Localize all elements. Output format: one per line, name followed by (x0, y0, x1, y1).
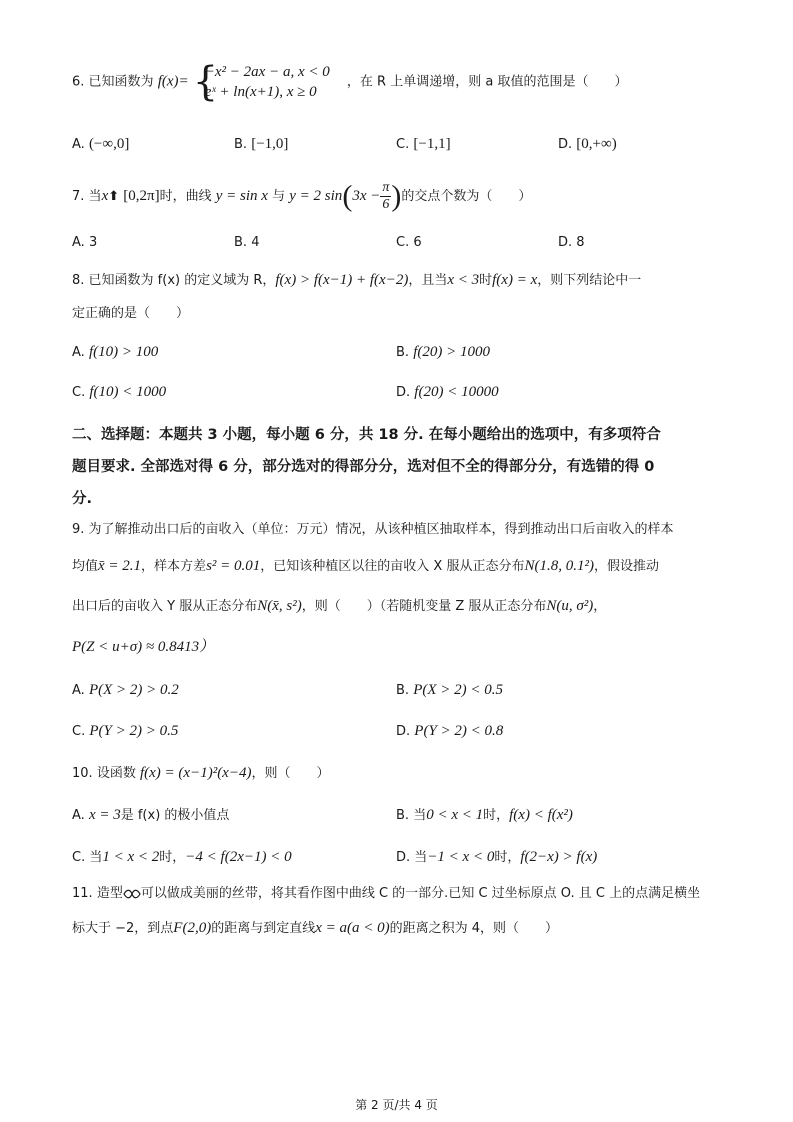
question-text: 已知函数为 (88, 74, 154, 90)
option-label: B. (396, 345, 410, 360)
question-6 (72, 59, 628, 106)
question-number: 7. (72, 189, 85, 204)
option-a (72, 134, 129, 155)
question-text: 的距离与到定直线 (211, 921, 316, 936)
question-text: 时，曲线 (159, 189, 212, 204)
option-label: D. (396, 385, 411, 400)
option-d (396, 721, 503, 742)
option-text: [−1,0] (251, 136, 289, 152)
normal-distribution-z: N(u, σ²) (546, 598, 594, 614)
question-11-line-2 (72, 918, 558, 939)
option-math: f(2−x) > f(x) (520, 849, 598, 865)
option-text: (−∞,0] (88, 136, 130, 152)
option-text: P(Y > 2) > 0.5 (89, 723, 179, 739)
question-text: 已知函数为 f(x) 的定义域为 R， (88, 273, 276, 288)
sample-mean: x̄ = 2.1 (98, 558, 142, 574)
option-math: 1 < x < 2 (102, 849, 160, 865)
case-nonnegative: eˣ + ln(x+1), x ≥ 0 (204, 84, 317, 100)
piecewise-function (192, 59, 343, 105)
question-text: ，在 R 上单调递增，则 a 取值的范围是（ ） (346, 74, 628, 90)
option-text: 当 (89, 850, 103, 865)
question-text: 当 (88, 189, 102, 204)
option-b (234, 134, 288, 155)
fraction-pi-over-6 (380, 180, 391, 213)
option-math: f(x) < f(x²) (509, 807, 573, 823)
question-text: ，假设推动 (593, 559, 659, 574)
option-text: f(20) > 1000 (413, 344, 490, 360)
option-text: f(10) > 100 (88, 344, 159, 360)
option-label: C. (72, 724, 86, 739)
option-math: −4 < f(2x−1) < 0 (185, 849, 292, 865)
question-number: 6. (72, 74, 85, 90)
inequality: f(x) > f(x−1) + f(x−2) (275, 272, 409, 288)
option-d (396, 847, 597, 868)
interval: [0,2π] (123, 188, 160, 204)
option-text: 当 (414, 850, 428, 865)
option-b (396, 805, 573, 826)
option-a (72, 233, 97, 253)
option-text: P(X > 2) > 0.2 (88, 682, 179, 698)
option-label: B. (234, 235, 248, 250)
option-c (396, 233, 422, 253)
option-a (72, 805, 229, 826)
up-arrow-icon: ⬆ (108, 189, 120, 204)
question-text: 的距离之积为 4，则（ ） (389, 921, 559, 936)
option-label: D. (558, 235, 573, 250)
option-text: [0,+∞) (576, 136, 617, 152)
section-header-line-2: 题目要求. 全部选对得 6 分，部分选对的得部分分，选对但不全的得部分分，有选错的得 0 (72, 459, 655, 475)
option-a (72, 680, 179, 701)
question-text: 定正确的是（ ） (72, 306, 190, 321)
question-number: 8. (72, 273, 85, 288)
function-label: f(x)= (157, 73, 189, 90)
option-c (396, 134, 451, 155)
normal-distribution-y: N(x̄, s²) (257, 598, 302, 614)
option-label: A. (72, 235, 85, 250)
directrix-line: x = a(a < 0) (315, 920, 390, 936)
option-text: 3 (88, 235, 98, 250)
option-b (234, 233, 259, 253)
focus-point: F(2,0) (173, 920, 212, 936)
option-text: 当 (413, 808, 427, 823)
inner-expression: 3x − (352, 188, 381, 204)
option-text: P(Y > 2) < 0.8 (414, 723, 504, 739)
case-negative: −x² − 2ax − a, x < 0 (204, 64, 330, 80)
question-8 (72, 270, 641, 291)
option-c (72, 382, 166, 403)
question-number: 9. (72, 522, 85, 537)
fraction-numerator: π (382, 180, 390, 195)
question-text: ，已知该种植区以往的亩收入 X 服从正态分布 (260, 559, 525, 574)
question-10 (72, 763, 329, 784)
option-text: [−1,1] (413, 136, 451, 152)
option-label: B. (396, 683, 410, 698)
ribbon-curve-icon (123, 889, 141, 899)
question-text: 出口后的亩收入 Y 服从正态分布 (72, 599, 258, 614)
option-text: 4 (251, 235, 260, 250)
option-c (72, 847, 292, 868)
question-text: ，则（ ）（若随机变量 Z 服从正态分布 (301, 599, 547, 614)
option-text: f(20) < 10000 (414, 384, 499, 400)
option-label: A. (72, 808, 85, 823)
question-text: 时 (479, 273, 493, 288)
piecewise-cases (205, 62, 330, 102)
condition: x < 3 (447, 272, 480, 288)
option-text: 时， (494, 850, 521, 865)
option-text: 6 (413, 235, 422, 250)
option-b (396, 680, 503, 701)
option-text: 是 f(x) 的极小值点 (120, 808, 230, 823)
normal-distribution-x: N(1.8, 0.1²) (524, 558, 594, 574)
question-text: 可以做成美丽的丝带，将其看作图中曲线 C 的一部分.已知 C 过坐标原点 O. 且 C 上的点满足横坐 (140, 886, 701, 901)
left-brace: { (192, 59, 219, 105)
option-d (396, 382, 499, 403)
option-label: D. (396, 724, 411, 739)
section-header-line-1: 二、选择题：本题共 3 小题，每小题 6 分，共 18 分. 在每小题给出的选项中，有多项符合 (72, 427, 661, 443)
curve-2: y = 2 sin (289, 188, 343, 204)
question-number: 10. (72, 766, 93, 781)
question-text: 与 (272, 189, 286, 204)
curve-1: y = sin x (215, 188, 268, 204)
option-text: f(10) < 1000 (89, 384, 167, 400)
option-text: 时， (159, 850, 186, 865)
option-math: −1 < x < 0 (427, 849, 495, 865)
option-math: x = 3 (88, 807, 121, 823)
section-header-line-3: 分. (72, 491, 93, 507)
option-label: A. (72, 137, 85, 152)
option-label: B. (234, 137, 248, 152)
question-text: 标大于 −2，到点 (72, 921, 174, 936)
question-text: ， (593, 599, 607, 614)
right-paren: ) (391, 179, 402, 213)
function-definition: f(x) = (x−1)²(x−4) (139, 765, 252, 781)
question-text: 的交点个数为（ ） (401, 189, 532, 204)
option-label: C. (396, 137, 410, 152)
question-text: ，且当 (408, 273, 448, 288)
probability-hint: P(Z < u+σ) ≈ 0.8413） (72, 639, 215, 655)
option-label: D. (558, 137, 573, 152)
question-9-line-4 (72, 637, 214, 658)
option-c (72, 721, 178, 742)
variable: x (101, 188, 109, 204)
question-9 (72, 520, 674, 540)
question-text: 造型 (96, 886, 123, 901)
option-b (396, 342, 490, 363)
option-label: C. (72, 385, 86, 400)
fraction-denominator: 6 (382, 197, 390, 212)
question-text: 均值 (72, 559, 99, 574)
option-label: C. (396, 235, 410, 250)
option-text: P(X > 2) < 0.5 (413, 682, 504, 698)
equation: f(x) = x (492, 272, 538, 288)
question-8-line-2 (72, 304, 189, 324)
question-9-line-3 (72, 596, 606, 617)
option-label: D. (396, 850, 411, 865)
option-d (558, 233, 585, 253)
question-number: 11. (72, 886, 93, 901)
question-text: ，则（ ） (251, 766, 330, 781)
page-footer: 第 2 页/共 4 页 (355, 1098, 438, 1112)
option-label: A. (72, 345, 85, 360)
sample-variance: s² = 0.01 (206, 558, 261, 574)
option-label: C. (72, 850, 86, 865)
question-text: 为了解推动出口后的亩收入（单位：万元）情况，从该种植区抽取样本，得到推动出口后亩收入的样本 (88, 522, 674, 537)
option-text: 时， (483, 808, 510, 823)
option-label: A. (72, 683, 85, 698)
question-text: 设函数 (96, 766, 136, 781)
option-text: 8 (576, 235, 585, 250)
left-paren: ( (342, 179, 353, 213)
option-a (72, 342, 158, 363)
question-text: ，样本方差 (141, 559, 207, 574)
question-11 (72, 884, 700, 904)
option-d (558, 134, 617, 155)
question-7 (72, 180, 531, 213)
question-text: ，则下列结论中一 (537, 273, 642, 288)
question-9-line-2 (72, 556, 659, 577)
option-math: 0 < x < 1 (426, 807, 484, 823)
option-label: B. (396, 808, 410, 823)
